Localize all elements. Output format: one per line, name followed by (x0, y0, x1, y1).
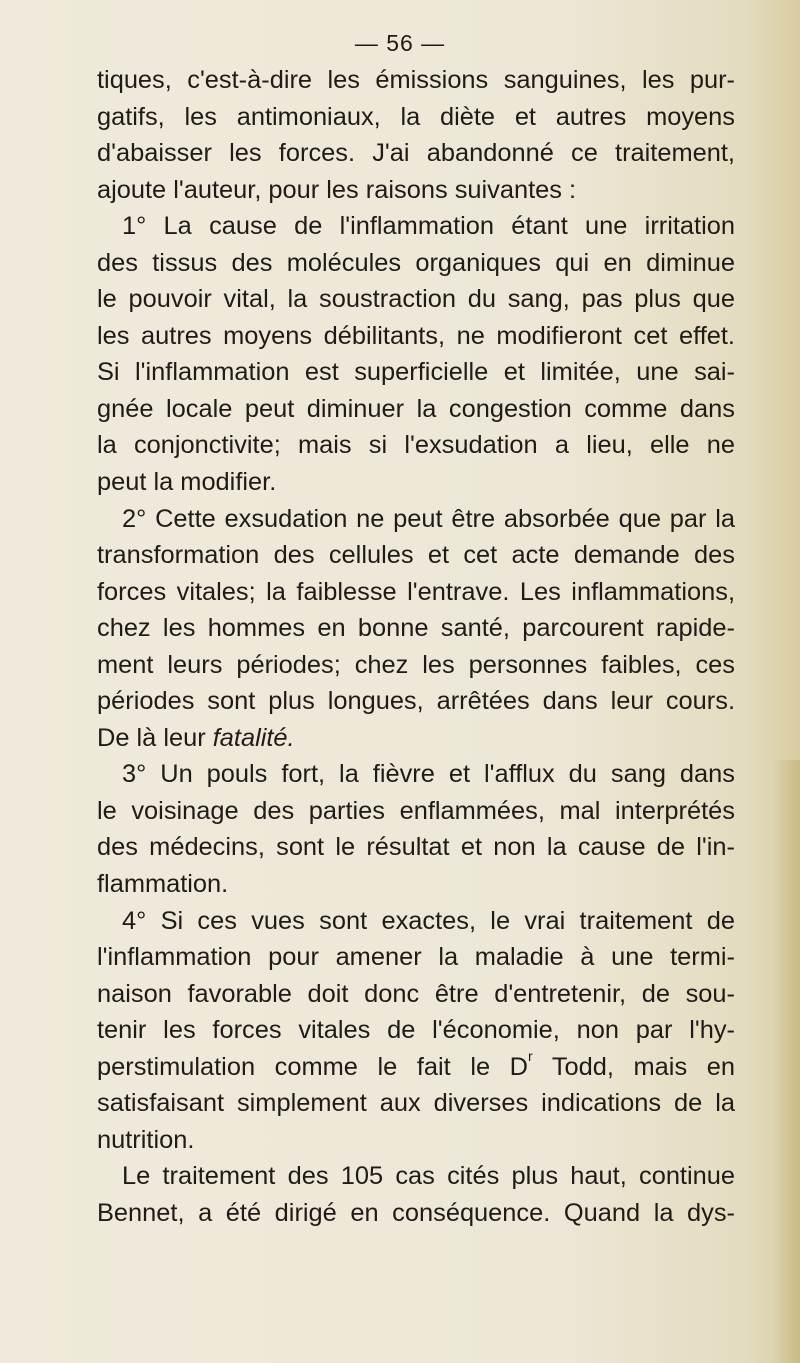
text-line: périodes sont plus longues, arrêtées dans leur cours. (97, 687, 735, 716)
text-line: ajoute l'auteur, pour les raisons suivantes : (97, 175, 577, 204)
text-line: forces vitales; la faiblesse l'entrave. Les inflammations, (97, 577, 735, 606)
text-line (97, 720, 735, 757)
text-line: tenir les forces vitales de l'économie, non par l'hy- (97, 1016, 735, 1045)
text-line: satisfaisant simplement aux diverses indications de la (97, 1089, 735, 1118)
text-line: Si l'inflammation est superficielle et limitée, une sai- (97, 358, 735, 387)
text-line: Bennet, a été dirigé en conséquence. Quand la dys- (97, 1198, 735, 1227)
text-line: flammation. (97, 870, 229, 899)
text-line: d'abaisser les forces. J'ai abandonné ce traitement, (97, 139, 735, 168)
text-line: 3° Un pouls fort, la fièvre et l'afflux du sang dans (122, 760, 735, 789)
text-line: le voisinage des parties enflammées, mal interprétés (97, 796, 735, 825)
italic-text-run: fatalité. (212, 723, 295, 752)
text-line: le pouvoir vital, la soustraction du sang, pas plus que (97, 285, 735, 314)
text-line: 2° Cette exsudation ne peut être absorbée que par la (122, 504, 735, 533)
text-line: des tissus des molécules organiques qui en diminue (97, 248, 735, 277)
text-line: Le traitement des 105 cas cités plus haut, continue (122, 1162, 735, 1191)
text-line: chez les hommes en bonne santé, parcourent rapide- (97, 614, 735, 643)
text-line (97, 1049, 735, 1086)
text-run: Todd, mais en (532, 1052, 735, 1081)
page-edge-shadow (772, 760, 800, 1363)
text-line: transformation des cellules et cet acte demande des (97, 541, 735, 570)
text-line: naison favorable doit donc être d'entretenir, de sou- (97, 979, 735, 1008)
text-line: tiques, c'est-à-dire les émissions sanguines, les pur- (97, 66, 735, 94)
page-number: — 56 — (354, 30, 446, 56)
text-line: gatifs, les antimoniaux, la diète et autres moyens (97, 102, 735, 131)
text-line: la conjonctivite; mais si l'exsudation a lieu, elle ne (97, 431, 735, 460)
body-text (97, 62, 735, 1232)
text-line: l'inflammation pour amener la maladie à une termi- (97, 943, 735, 972)
text-line: ment leurs périodes; chez les personnes faibles, ces (97, 650, 735, 679)
text-line: les autres moyens débilitants, ne modifieront cet effet. (97, 321, 735, 350)
text-line: gnée locale peut diminuer la congestion comme dans (97, 394, 735, 423)
superscript: r (528, 1047, 533, 1064)
text-line: 1° La cause de l'inflammation étant une irritation (122, 212, 735, 241)
text-line: 4° Si ces vues sont exactes, le vrai traitement de (122, 906, 735, 935)
text-line: peut la modifier. (97, 468, 277, 497)
text-run: De là leur (97, 723, 213, 752)
text-run: perstimulation comme le fait le D (97, 1052, 529, 1081)
text-line: nutrition. (97, 1125, 195, 1154)
text-line: des médecins, sont le résultat et non la cause de l'in- (97, 833, 735, 862)
